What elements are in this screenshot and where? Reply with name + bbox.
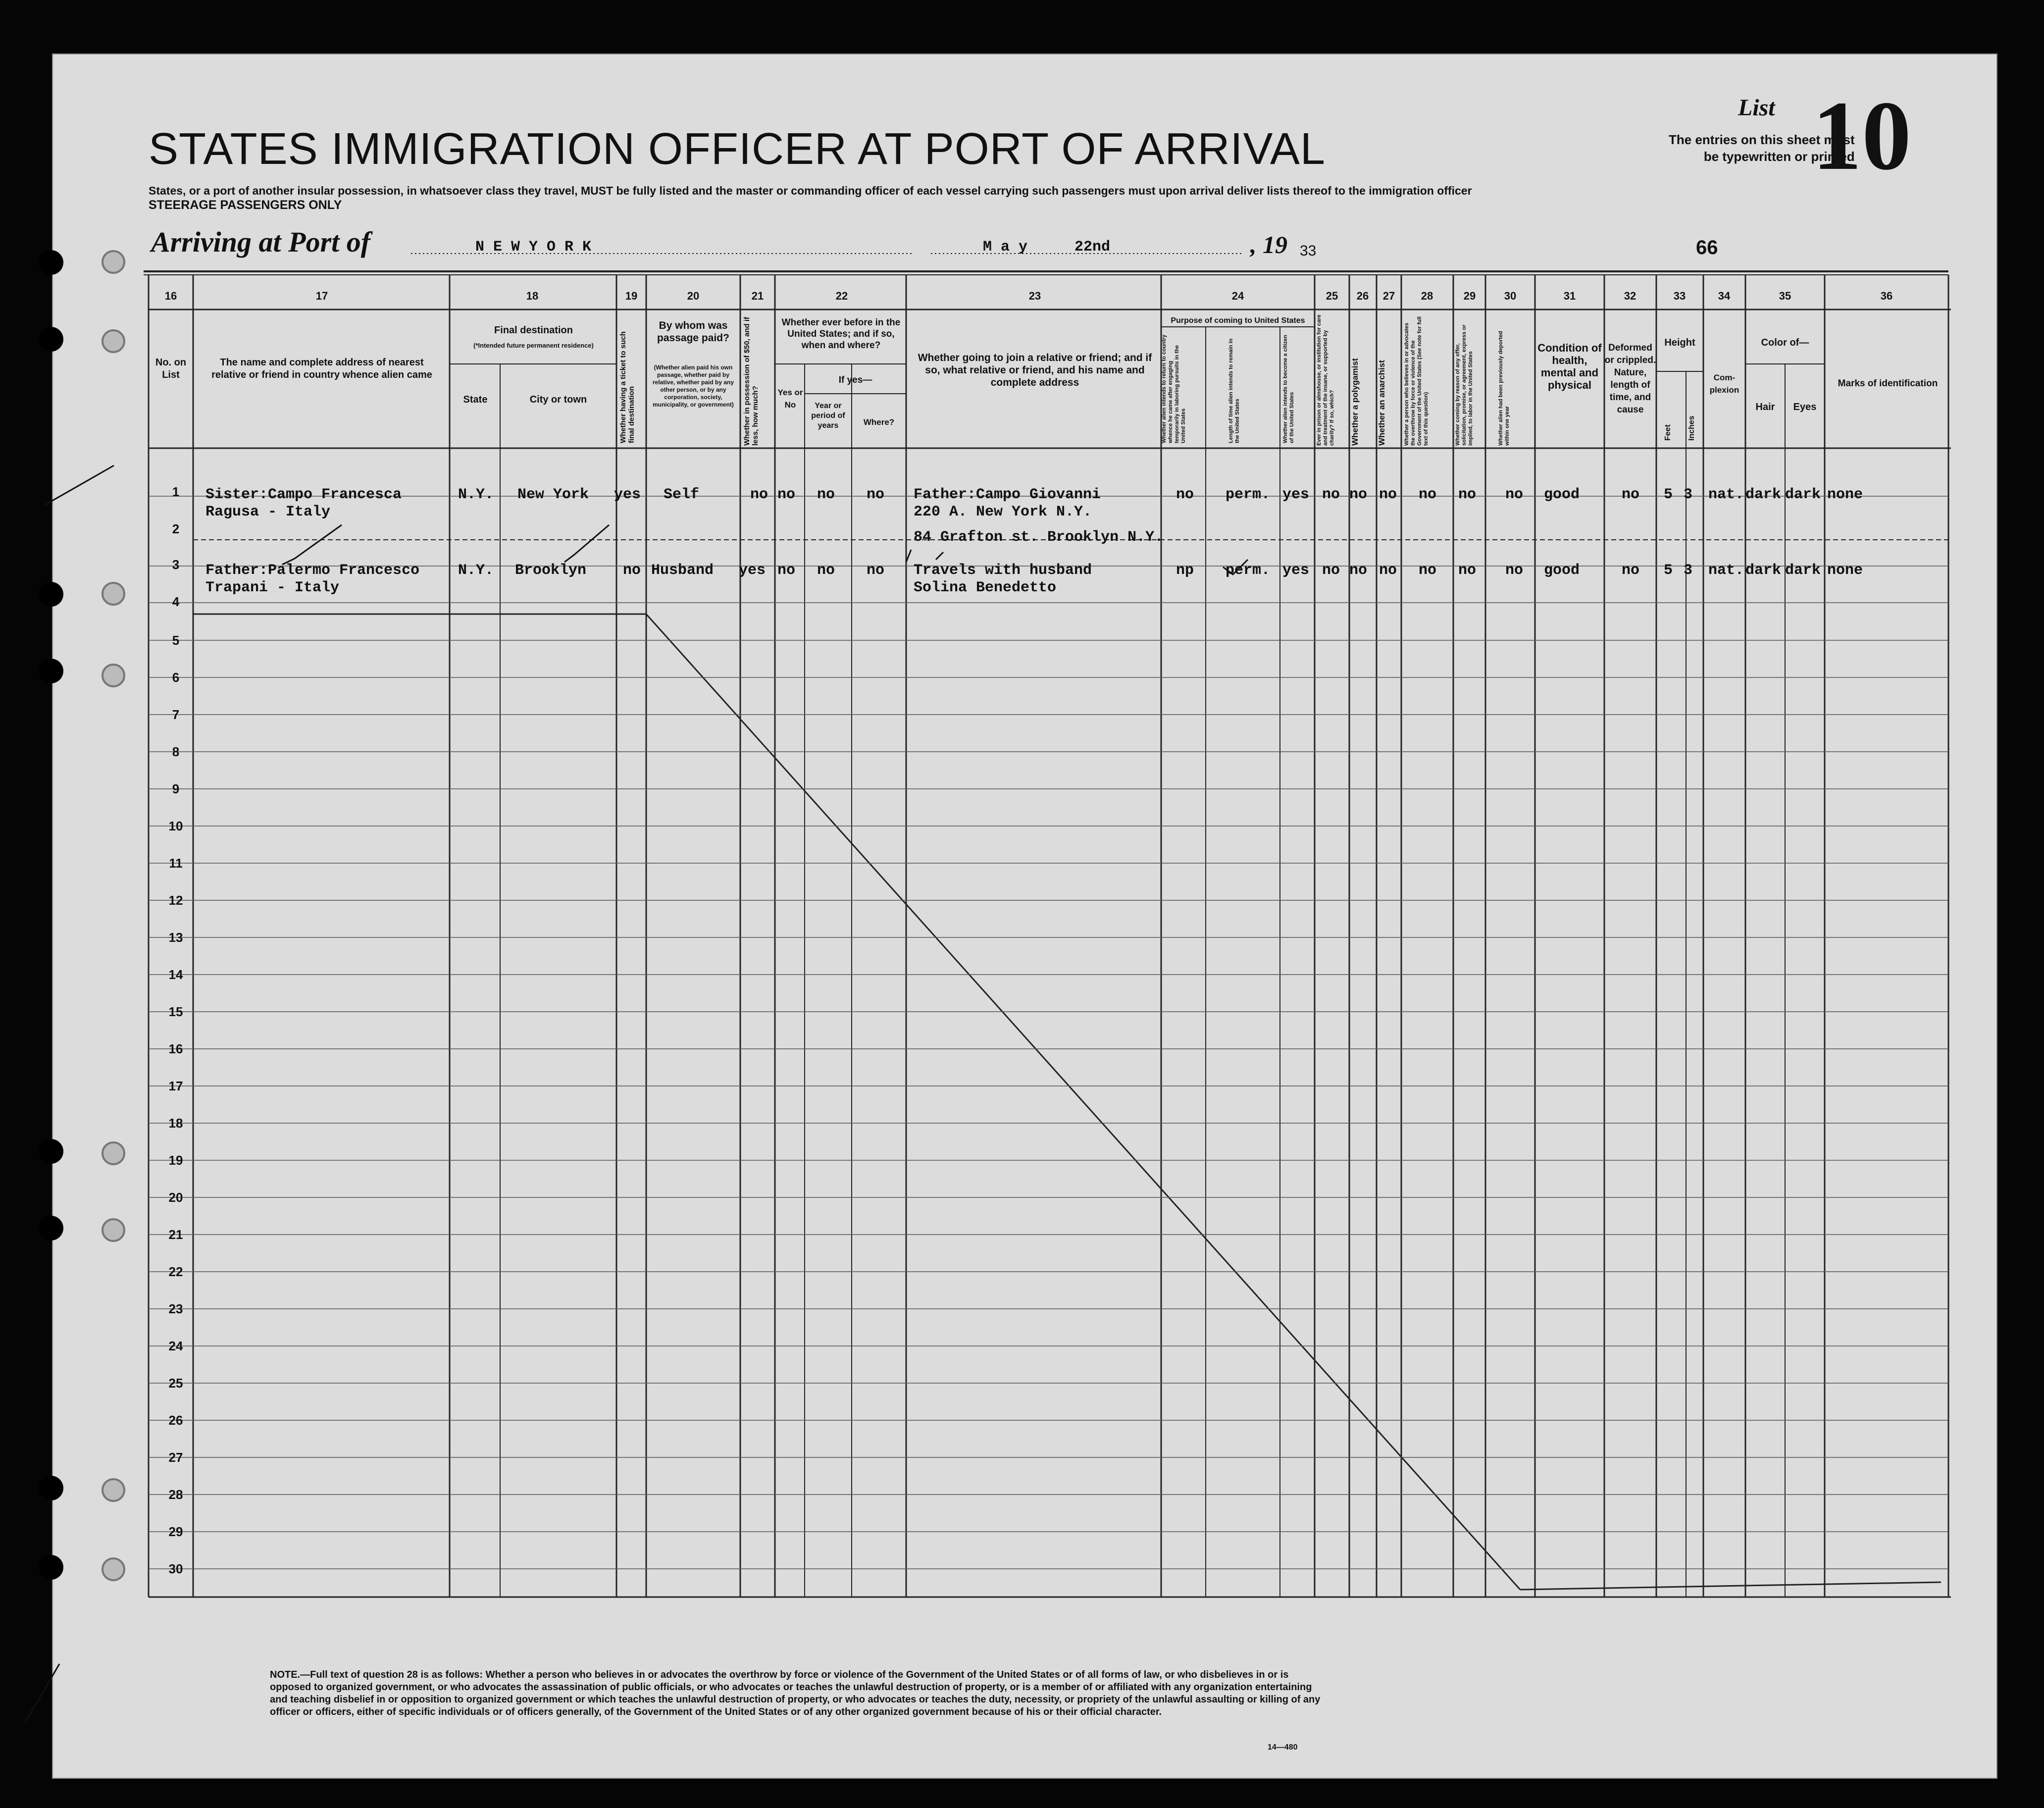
entry-city: New York <box>517 486 589 503</box>
form-title: STATES IMMIGRATION OFFICER AT PORT OF ARRIVAL <box>149 124 1326 174</box>
entry-length: perm. <box>1226 562 1271 579</box>
row-number: 28 <box>168 1487 183 1502</box>
entry-relative: Father:Palermo Francesco <box>205 562 420 579</box>
row-number: 10 <box>168 819 183 833</box>
arriving-label: Arriving at Port of <box>151 226 371 258</box>
column-number: 22 <box>835 290 848 302</box>
header-height: Height <box>1664 337 1695 348</box>
row-number: 14 <box>168 967 183 982</box>
column-number: 29 <box>1463 290 1476 302</box>
header-purpose-return: Whether alien intends to return to country whence he came after engaging temporarily in laboring pursuits in the United States <box>1161 334 1186 443</box>
year-prefix: , 19 <box>1250 231 1287 258</box>
header-health: Condition of health, mental and physical <box>1537 342 1602 391</box>
entry-city: Brooklyn <box>515 562 587 579</box>
entry-state: N.Y. <box>458 486 494 503</box>
row-number: 19 <box>168 1153 183 1168</box>
column-number: 31 <box>1563 290 1576 302</box>
entry-state: N.Y. <box>458 562 494 579</box>
header-hair: Hair <box>1755 402 1775 413</box>
entry-paid-by: Husband <box>651 562 714 579</box>
entry-years: no <box>817 486 835 503</box>
entry-join-address-2: 84 Grafton st. Brooklyn N.Y. <box>914 529 1164 546</box>
column-number: 34 <box>1718 290 1731 302</box>
header-passage-paid: By whom was passage paid? <box>657 320 729 344</box>
entry-q28: no <box>1419 562 1437 579</box>
entry-join-address: Solina Benedetto <box>914 579 1057 596</box>
row-number: 1 <box>172 484 180 499</box>
column-number: 36 <box>1880 290 1893 302</box>
column-number: 16 <box>164 290 177 302</box>
row-number: 29 <box>168 1524 183 1539</box>
entry-citizen: yes <box>1282 562 1310 579</box>
entry-q29: no <box>1458 486 1477 503</box>
form-subtitle: States, or a port of another insular possession, in whatsoever class they travel, MUST be fully listed and the master or commanding officer of each vessel carrying such passengers must upon arrival deliver lists thereof to the immigration officer <box>149 184 1472 197</box>
header-ticket: Whether having a ticket to such final destination <box>619 331 636 443</box>
row-number: 8 <box>172 744 180 759</box>
entry-deformed: no <box>1622 562 1640 579</box>
header-prison: Ever in prison or almshouse, or institution for care and treatment of the insane, or supported by charity? If so, which? <box>1316 314 1335 446</box>
entry-where: no <box>867 562 885 579</box>
header-ever-before: Whether ever before in the United States; and if so, when and where? <box>781 317 901 351</box>
header-q29: Whether coming by reason of any offer, solicitation, promise, or agreement, express or implied, to labor in the United States <box>1455 324 1474 446</box>
entry-prison: no <box>1322 562 1340 579</box>
row-number: 25 <box>168 1376 183 1391</box>
form-code: 14—480 <box>1268 1743 1298 1752</box>
header-purpose-citizen: Whether alien intends to become a citizen of the United States <box>1282 335 1295 443</box>
arrival-month: M a y <box>983 239 1028 256</box>
column-number: 19 <box>625 290 638 302</box>
entry-hair: dark <box>1745 486 1782 503</box>
entry-marks: none <box>1827 486 1863 503</box>
entry-paid-by: Self <box>664 486 700 503</box>
header-where: Where? <box>863 417 895 427</box>
arrival-day: 22nd <box>1074 239 1111 256</box>
column-number: 21 <box>751 290 764 302</box>
entry-q30: no <box>1505 486 1524 503</box>
entry-eyes: dark <box>1785 562 1821 579</box>
typewritten-note-line: The entries on this sheet must <box>1669 132 1855 147</box>
row-number: 21 <box>168 1227 183 1242</box>
header-feet: Feet <box>1664 424 1672 441</box>
row-number: 27 <box>168 1450 183 1465</box>
header-inches: Inches <box>1687 415 1696 441</box>
entry-relative-address: Ragusa - Italy <box>205 504 331 520</box>
entry-prison: no <box>1322 486 1340 503</box>
header-yes-or-no: Yes or No <box>777 388 803 410</box>
row-number: 2 <box>172 521 180 536</box>
entry-feet: 5 <box>1664 562 1673 579</box>
header-purpose-length: Length of time alien intends to remain in the United States <box>1228 338 1240 443</box>
header-q28: Whether a person who believes in or advocates the overthrow by force or violence of the Government of the United States (See note for full text of this question) <box>1404 316 1429 446</box>
column-number: 26 <box>1356 290 1369 302</box>
entry-ever-before: no <box>777 486 796 503</box>
entry-ticket: yes <box>614 486 641 503</box>
column-number: 30 <box>1504 290 1517 302</box>
header-complexion: Com-plexion <box>1709 373 1739 395</box>
entry-q29: no <box>1458 562 1477 579</box>
header-passage-paid-note: (Whether alien paid his own passage, whether paid by relative, whether paid by any other person, or by any corporation, society, municipality, or government) <box>652 364 734 408</box>
entry-fifty: no <box>750 486 768 503</box>
entry-anarchist: no <box>1379 562 1397 579</box>
header-polygamist: Whether a polygamist <box>1350 358 1360 446</box>
row-number: 23 <box>168 1301 183 1316</box>
header-year-period: Year or period of years <box>811 402 845 430</box>
entry-polygamist: no <box>1349 486 1368 503</box>
entry-hair: dark <box>1745 562 1782 579</box>
header-possession-50: Whether in possession of $50, and if less, how much? <box>743 316 760 446</box>
row-number: 13 <box>168 930 183 945</box>
entry-q30: no <box>1505 562 1524 579</box>
header-join-relative: Whether going to join a relative or friend; and if so, what relative or friend, and his name and complete address <box>918 352 1152 388</box>
header-q30: Whether alien had been previously deported within one year <box>1498 331 1510 446</box>
entry-health: good <box>1544 562 1580 579</box>
column-number: 17 <box>315 290 328 302</box>
entry-join: Travels with husband <box>914 562 1092 579</box>
header-eyes: Eyes <box>1793 402 1817 413</box>
entry-inches: 3 <box>1684 562 1693 579</box>
entry-join: Father:Campo Giovanni <box>914 486 1101 503</box>
header-color-of: Color of— <box>1761 337 1809 348</box>
entry-where: no <box>867 486 885 503</box>
row-number: 18 <box>168 1116 183 1131</box>
entry-marks: none <box>1827 562 1863 579</box>
column-number: 25 <box>1326 290 1338 302</box>
year-suffix: 33 <box>1300 243 1317 259</box>
row-number: 7 <box>172 707 180 722</box>
row-number: 24 <box>168 1339 183 1353</box>
header-nearest-relative: The name and complete address of nearest relative or friend in country whence alien came <box>211 357 432 380</box>
passenger-class: STEERAGE PASSENGERS ONLY <box>149 198 342 212</box>
header-purpose: Purpose of coming to United States <box>1171 316 1305 325</box>
row-number: 12 <box>168 893 183 908</box>
entry-health: good <box>1544 486 1580 503</box>
entry-years: no <box>817 562 835 579</box>
column-number: 33 <box>1673 290 1686 302</box>
row-number: 16 <box>168 1041 183 1056</box>
entry-length: perm. <box>1226 486 1271 503</box>
row-number: 11 <box>169 856 183 871</box>
entry-ever-before: no <box>777 562 796 579</box>
header-city: City or town <box>529 394 587 405</box>
entry-anarchist: no <box>1379 486 1397 503</box>
column-number: 18 <box>526 290 539 302</box>
entry-complexion: nat. <box>1708 562 1744 579</box>
row-number: 30 <box>168 1561 183 1576</box>
port-name: N E W Y O R K <box>475 239 592 256</box>
entry-deformed: no <box>1622 486 1640 503</box>
entry-fifty: yes <box>739 562 766 579</box>
entry-eyes: dark <box>1785 486 1821 503</box>
header-if-yes: If yes— <box>838 375 872 385</box>
entry-relative: Sister:Campo Francesca <box>205 486 402 503</box>
entry-feet: 5 <box>1664 486 1673 503</box>
entry-complexion: nat. <box>1708 486 1744 503</box>
row-number: 17 <box>168 1079 183 1093</box>
entry-return: np <box>1176 562 1194 579</box>
header-deformed: Deformed or crippled. Nature, length of time, and cause <box>1604 343 1656 415</box>
entry-join-address: 220 A. New York N.Y. <box>914 504 1092 520</box>
header-marks: Marks of identification <box>1838 378 1938 389</box>
header-final-destination-note: (*Intended future permanent residence) <box>473 342 594 349</box>
entry-ticket: no <box>623 562 641 579</box>
list-number: 10 <box>1812 81 1911 191</box>
header-final-destination: Final destination <box>494 325 573 336</box>
entry-polygamist: no <box>1349 562 1368 579</box>
column-number: 27 <box>1382 290 1395 302</box>
column-number: 20 <box>687 290 700 302</box>
header-state: State <box>463 394 488 405</box>
row-number: 22 <box>168 1264 183 1279</box>
row-number: 5 <box>172 633 180 648</box>
question-28-note: NOTE.—Full text of question 28 is as follows: Whether a person who believes in or advocates the overthrow by force or violence of the Government of the United States or of all forms of law, or who disbelieves in or is opposed to organized government, or who advocates the assassination of public officials, or who advocates or teaches the unlawful destruction of property, or is a member of or affiliated with any organization entertaining and teaching disbelief in or opposition to organized government or which teaches the unlawful destruction of property, or who advocates or teaches the duty, necessity, or propriety of the unlawful assaulting or killing of any officer or officers, either of specific individuals or of officers generally, of the Government of the United States or of any other organized government because of his or their official character. <box>270 1669 1321 1717</box>
entry-q28: no <box>1419 486 1437 503</box>
list-label: List <box>1738 95 1775 121</box>
row-number: 4 <box>172 594 180 609</box>
row-number: 9 <box>172 781 180 796</box>
header-no-on-list: No. on List <box>155 357 187 380</box>
entry-return: no <box>1176 486 1194 503</box>
column-number: 32 <box>1624 290 1636 302</box>
entry-inches: 3 <box>1684 486 1693 503</box>
column-number: 35 <box>1779 290 1791 302</box>
typewritten-note-line: be typewritten or printed <box>1703 149 1855 164</box>
row-number: 26 <box>168 1413 183 1428</box>
column-number: 28 <box>1421 290 1433 302</box>
entry-relative-address: Trapani - Italy <box>205 579 340 596</box>
entry-citizen: yes <box>1282 486 1310 503</box>
row-number: 15 <box>168 1004 183 1019</box>
header-anarchist: Whether an anarchist <box>1377 360 1386 446</box>
column-number: 23 <box>1028 290 1041 302</box>
sheet-number: 66 <box>1696 237 1718 258</box>
row-number: 3 <box>172 557 180 572</box>
row-number: 20 <box>168 1190 183 1205</box>
column-number: 24 <box>1231 290 1244 302</box>
row-number: 6 <box>172 670 180 685</box>
